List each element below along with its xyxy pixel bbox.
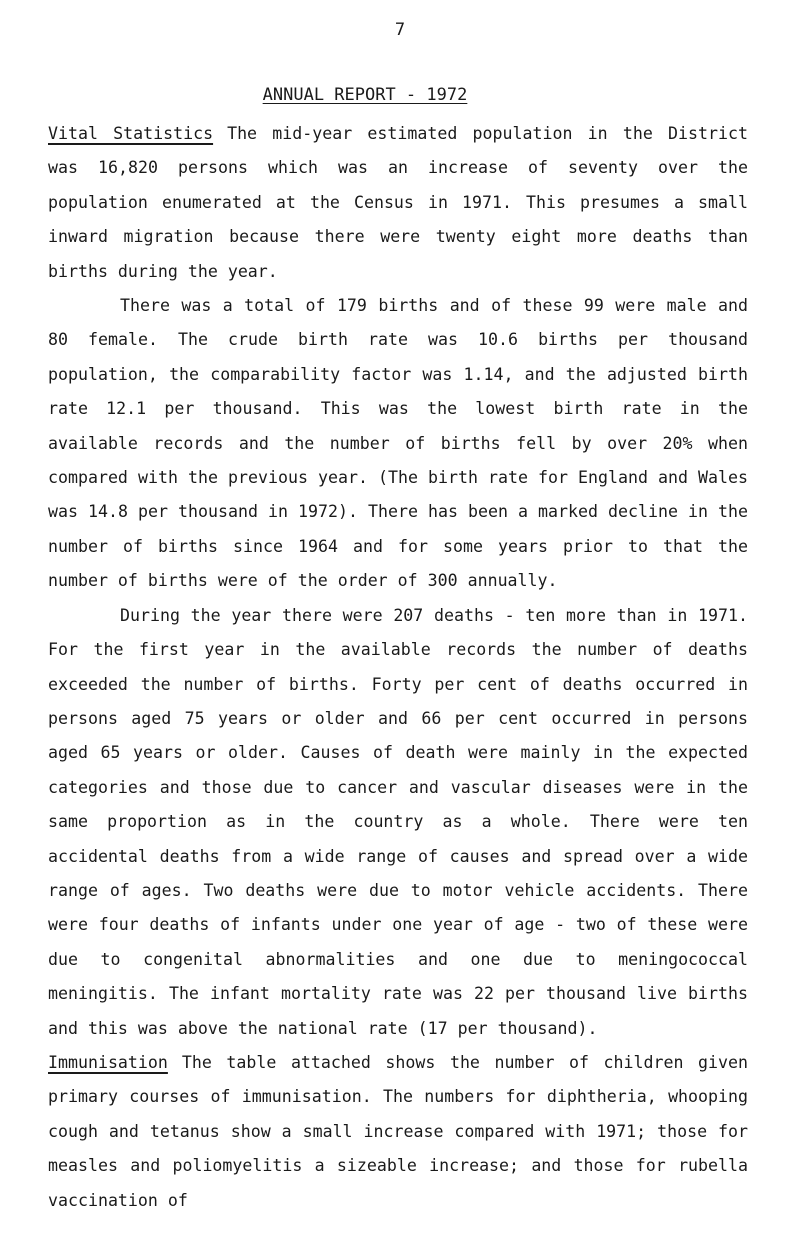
immunisation-paragraph — [48, 1046, 748, 1218]
births-paragraph: There was a total of 179 births and of these 99 were male and 80 female. The crude birth rate was 10.6 births per thousand population, the comparability factor was 1.14, and the adjusted birth rate 12.1 per thousand. This was the lowest birth rate in the available records and the number of births fell by over 20% when compared with the previous year. (The birth rate for England and Wales was 14.8 per thousand in 1972). There has been a marked decline in the number of births since 1964 and for some years prior to that the number of births were of the order of 300 annually. — [48, 296, 748, 591]
vital-statistics-intro-paragraph — [48, 117, 748, 289]
vital-statistics-intro-text: The mid-year estimated population in the District was 16,820 persons which was an increase of seventy over the population enumerated at the Census in 1971. This presumes a small inward migration because there were twenty eight more deaths than births during the year. — [48, 124, 748, 281]
immunisation-heading: Immunisation — [48, 1052, 168, 1072]
vital-statistics-heading: Vital Statistics — [48, 124, 214, 143]
report-title: ANNUAL REPORT - 1972 — [262, 85, 468, 105]
body-text — [48, 117, 748, 1218]
page-number: 7 — [394, 20, 406, 40]
deaths-paragraph: During the year there were 207 deaths - ten more than in 1971. For the first year in the available records the number of deaths exceeded the number of births. Forty per cent of deaths occurred in persons aged 75 years or older and 66 per cent occurred in persons aged 65 years or older. Causes of death were mainly in the expected categories and those due to cancer and vascular diseases were in the same proportion as in the country as a whole. There were ten accidental deaths from a wide range of causes and spread over a wide range of ages. Two deaths were due to motor vehicle accidents. There were four deaths of infants under one year of age - two of these were due to congenital abnormalities and one due to meningococcal meningitis. The infant mortality rate was 22 per thousand live births and this was above the national rate (17 per thousand). — [48, 605, 748, 1038]
immunisation-text: The table attached shows the number of children given primary courses of immunisation. The numbers for diphtheria, whooping cough and tetanus show a small increase compared with 1971; those for measles and poliomyelitis a sizeable increase; and those for rubella vaccination of — [48, 1052, 748, 1210]
